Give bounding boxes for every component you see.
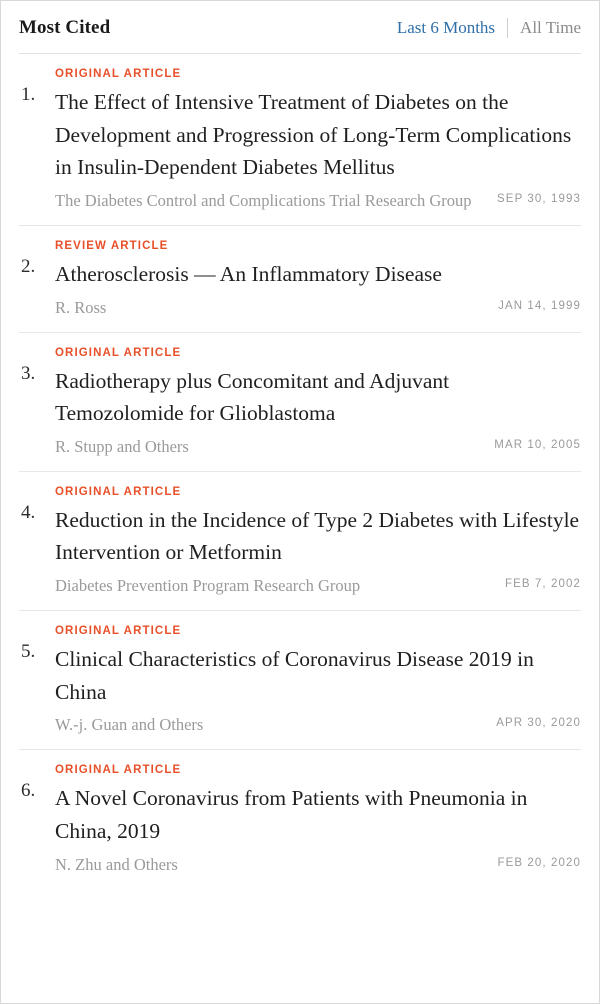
list-item-date: JAN 14, 1999: [498, 299, 581, 312]
list-item[interactable]: [19, 226, 581, 333]
list-item-authors: R. Ross: [55, 297, 107, 317]
list-item-rank: 1.: [21, 84, 36, 105]
list-item-title[interactable]: The Effect of Intensive Treatment of Diabetes on the Development and Progression of Long-Term Complications in Insulin-Dependent Diabetes Mellitus: [55, 90, 572, 180]
toggle-last-6-months[interactable]: Last 6 Months: [396, 18, 496, 37]
list-item-meta: [55, 713, 581, 737]
list-item-authors: The Diabetes Control and Complications Trial Research Group: [55, 191, 472, 211]
list-item-title[interactable]: Reduction in the Incidence of Type 2 Diabetes with Lifestyle Intervention or Metformin: [55, 507, 580, 565]
list-item[interactable]: [19, 54, 581, 226]
list-item-meta: [55, 296, 581, 320]
toggle-all-time[interactable]: All Time: [520, 18, 581, 37]
list-item-authors: R. Stupp and Others: [55, 436, 189, 456]
list-item-content: [55, 68, 581, 213]
list-item-content: [55, 240, 581, 320]
list-item-date: FEB 20, 2020: [497, 856, 581, 869]
list-item-meta: [55, 574, 581, 598]
list-item-date: SEP 30, 1993: [497, 193, 581, 206]
list-item[interactable]: [19, 750, 581, 888]
list-item-meta: [55, 189, 581, 213]
list-item-content: [55, 764, 581, 876]
list-item-meta: [55, 435, 581, 459]
list-item-kicker: ORIGINAL ARTICLE: [55, 764, 182, 777]
list-item-authors: Diabetes Prevention Program Research Group: [55, 576, 361, 596]
list-item-kicker: REVIEW ARTICLE: [55, 239, 169, 252]
list-item-content: [55, 625, 581, 737]
list-item[interactable]: [19, 472, 581, 611]
list-item-meta: [55, 853, 581, 877]
time-range-toggle: [385, 18, 581, 38]
page-title: Most Cited: [19, 17, 111, 38]
list-item-kicker: ORIGINAL ARTICLE: [55, 346, 182, 359]
list-item-kicker: ORIGINAL ARTICLE: [55, 68, 182, 80]
list-item-kicker: ORIGINAL ARTICLE: [55, 485, 182, 498]
list-item-date: MAR 10, 2005: [494, 438, 581, 451]
list-item-rank: 2.: [21, 255, 36, 277]
list-item-title[interactable]: A Novel Coronavirus from Patients with Pneumonia in China, 2019: [55, 786, 528, 843]
list-item-title[interactable]: Clinical Characteristics of Coronavirus Disease 2019 in China: [55, 647, 534, 704]
list-item-date: FEB 7, 2002: [504, 578, 581, 591]
list-item-title[interactable]: Radiotherapy plus Concomitant and Adjuvant Temozolomide for Glioblastoma: [55, 368, 450, 426]
list-item-authors: W.-j. Guan and Others: [55, 715, 204, 735]
list-item-rank: 4.: [21, 501, 36, 523]
panel-header: [19, 1, 581, 53]
list-item-content: [55, 486, 581, 598]
list-item-date: APR 30, 2020: [496, 717, 581, 730]
list-item-kicker: ORIGINAL ARTICLE: [55, 625, 182, 638]
list-item-rank: 3.: [21, 362, 36, 384]
list-item[interactable]: [19, 611, 581, 750]
list-item-rank: 5.: [21, 641, 36, 663]
article-list: [19, 53, 581, 889]
list-item-authors: N. Zhu and Others: [55, 854, 178, 874]
list-item-content: [55, 347, 581, 459]
list-item-title[interactable]: Atherosclerosis — An Inflammatory Disease: [55, 261, 442, 286]
list-item[interactable]: [19, 333, 581, 472]
list-item-rank: 6.: [21, 780, 36, 802]
